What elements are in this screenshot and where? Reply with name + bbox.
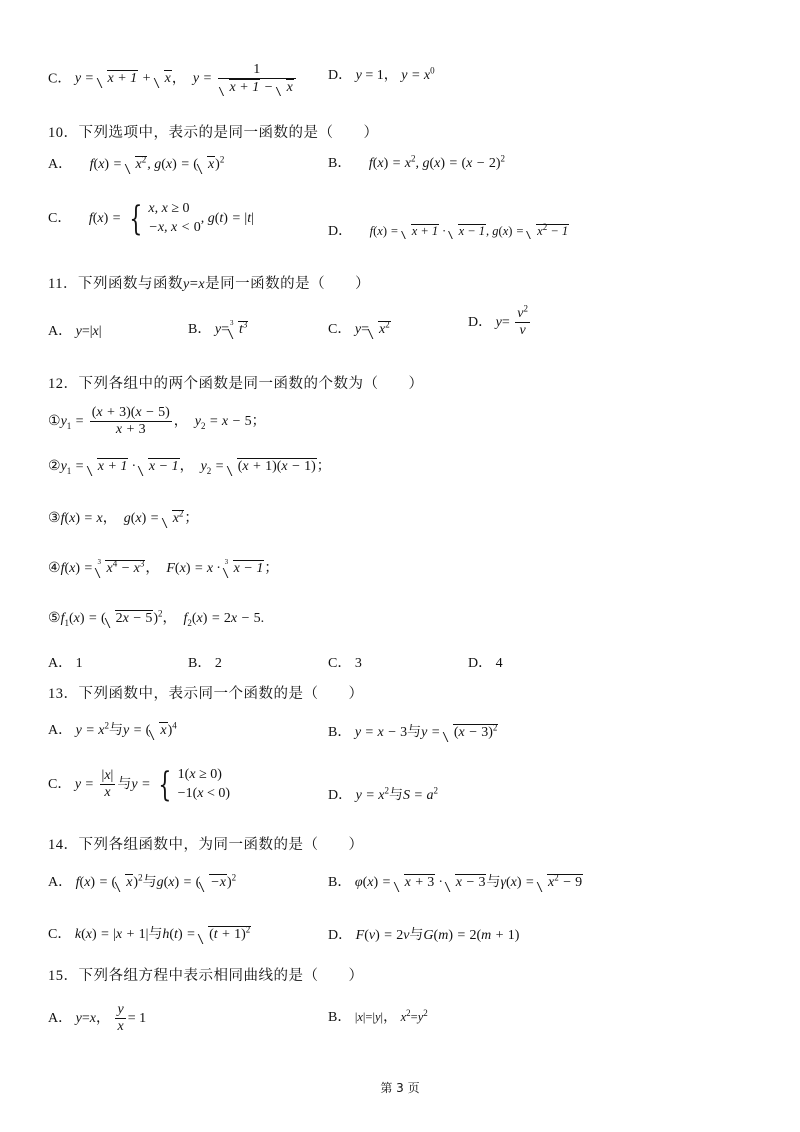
math-expression: $y_2 = (x + 1)(x - 1)$ (200, 459, 316, 476)
q12-item-5: $⑤f_1(x)$ = ( 2x − 5)$^2$， $f_2(x) = 2x - 5$. (48, 608, 265, 628)
option-label: C． (48, 71, 72, 87)
q15-stem: 15．下列各组方程中表示相同曲线的是（ ） (48, 968, 364, 984)
q10-option-a: A． $f(x) = x^2$, g(x) = ( x)$^2$ (48, 154, 225, 172)
math-expression: y=x (75, 1010, 96, 1026)
q14-option-a: A． f(x) = ( x)$^2$与g(x) = ( −x)$^2$ (48, 872, 237, 890)
q11-option-b: B． y= 3 $t^3$ (188, 319, 248, 337)
math-expression: |x|=|y| (354, 1010, 384, 1024)
q12-option-b: B． 2 (188, 656, 222, 671)
math-expression: $y_1 = x + 1 \cdot x - 1$ (60, 459, 179, 476)
math-expression: $g(x) = x^2$ (123, 508, 184, 526)
math-expression: $x^2=y^2$ (400, 1007, 428, 1024)
q10-option-d: D． f(x) = x + 1 · x − 1, $g(x) = x^2 - 1$ (328, 221, 569, 239)
math-expression: y = x − 3 (354, 725, 408, 740)
math-expression: $y = x^2$ (355, 785, 389, 803)
math-expression: $f_1(x)$ = ( 2x − 5)$^2$ (60, 608, 163, 628)
math-expression: y = x + 1 + x (74, 71, 171, 87)
q11-option-d: D． y= $\frac{v^2}{v}$ (468, 306, 532, 339)
math-expression: $y_2 = x - 5$ (194, 413, 252, 431)
math-expression: $f_2(x) = 2x - 5$ (183, 611, 261, 628)
math-expression: $h(t) = (t + 1)^2$ (162, 924, 251, 942)
q13-stem: 13．下列函数中，表示同一个函数的是（ ） (48, 686, 364, 702)
math-expression: g(x) = ( −x)$^2$ (156, 872, 237, 890)
q11-option-c: C． $y= x^2$ (328, 319, 390, 337)
math-expression: f(x) = 3 $x^4 - x^3$ (60, 558, 145, 576)
q10-stem: 10．下列选项中，表示的是同一函数的是（ ） (48, 125, 379, 141)
math-expression: k(x) = |x + 1| (74, 927, 149, 942)
math-expression: $f(x) = x^2$, $g(x) = (x - 2)^2$ (368, 153, 505, 171)
math-expression: f(x) = x (60, 511, 103, 526)
q15-option-b: B． |x|=|y|， $x^2=y^2$ (328, 1007, 428, 1025)
q9-option-c: C． y = x + 1 + x， y = $\frac{1}{x + 1 - x}$ (48, 62, 298, 96)
math-expression: y= 3 $t^3$ (214, 319, 248, 337)
math-expression: F(v) = 2v (355, 928, 410, 943)
math-expression: y=|x| (75, 324, 102, 339)
math-expression: $\frac{y}{x}$ = 1 (117, 1002, 147, 1035)
math-expression: y = { 1(x ≥ 0) −1(x < 0) (131, 764, 231, 805)
math-expression: f(x) = ( x)$^2$ (75, 872, 143, 890)
q12-item-4: ④f(x) = 3 $x^4 - x^3$， F(x) = x · 3 x − 1； (48, 558, 279, 576)
math-expression: $y = x^0$ (401, 65, 435, 83)
q10-option-c: C． f(x) = { x, x ≥ 0 −x, x < 0 , g(t) = |t| (48, 198, 254, 239)
q14-option-b: B． φ(x) = x + 3 · x − 3与$\gamma(x) = x^2 - 9$ (328, 872, 583, 890)
math-expression: y = ( x)$^4$ (123, 720, 177, 738)
q12-option-a: A． 1 (48, 656, 83, 671)
q12-item-2: $②y_1 = x + 1 \cdot x - 1$， $y_2 = (x + 1)(x - 1)$； (48, 459, 331, 476)
math-expression: $y = x^2$ (75, 720, 109, 738)
q9-option-d: D． y = 1， $y = x^0$ (328, 65, 435, 83)
q12-stem: 12．下列各组中的两个函数是同一函数的个数为（ ） (48, 376, 424, 392)
q11-stem: 11．下列函数与函数y=x是同一函数的是（ ） (48, 276, 371, 292)
q13-option-c: C． y = $\frac{|x|}{x}$ 与y = { 1(x ≥ 0) −1(x < 0) (48, 764, 231, 805)
q15-option-a: A． y=x， $\frac{y}{x}$ = 1 (48, 1002, 147, 1035)
q14-option-c: C． k(x) = |x + 1|与$h(t) = (t + 1)^2$ (48, 924, 251, 942)
q14-stem: 14．下列各组函数中，为同一函数的是（ ） (48, 837, 364, 853)
math-expression: $\gamma(x) = x^2 - 9$ (500, 872, 583, 890)
q14-option-d: D． F(v) = 2v与G(m) = 2(m + 1) (328, 928, 520, 943)
math-expression: f(x) = { x, x ≥ 0 −x, x < 0 , g(t) = |t| (88, 198, 254, 239)
q11-option-a: A． y=|x| (48, 324, 102, 339)
math-expression: φ(x) = x + 3 · x − 3 (354, 875, 486, 890)
page-number: 第 3 页 (380, 1081, 420, 1095)
q10-option-b: B． $f(x) = x^2$, $g(x) = (x - 2)^2$ (328, 153, 505, 171)
q12-item-3: ③f(x) = x， $g(x) = x^2$； (48, 508, 199, 526)
q12-option-c: C． 3 (328, 656, 362, 671)
math-expression: $y_1$ = $\frac{(x + 3)(x - 5)}{x + 3}$ (60, 405, 170, 438)
q13-option-b: B． y = x − 3与$y = (x - 3)^2$ (328, 722, 498, 740)
q12-item-1: $①y_1$ = $\frac{(x + 3)(x - 5)}{x + 3}$ ， $y_2 = x - 5$； (48, 405, 266, 438)
math-expression: $f(x) = x^2$, g(x) = ( x)$^2$ (89, 154, 225, 172)
q13-option-d: D． $y = x^2$与$S = a^2$ (328, 785, 438, 803)
math-expression: y= $\frac{v^2}{v}$ (495, 303, 528, 339)
math-expression: f(x) = x + 1 · x − 1, $g(x) = x^2 - 1$ (369, 221, 569, 238)
math-expression: $S = a^2$ (403, 785, 438, 803)
q13-option-a: A． $y = x^2$与y = ( x)$^4$ (48, 720, 177, 738)
math-expression: $y= x^2$ (354, 319, 390, 337)
math-expression: G(m) = 2(m + 1) (423, 928, 520, 943)
math-expression: F(x) = x · 3 x − 1 (166, 558, 264, 576)
math-expression: y = $\frac{|x|}{x}$ (74, 768, 114, 801)
math-expression: y = 1 (355, 68, 384, 83)
q12-option-d: D． 4 (468, 656, 503, 671)
math-expression: y = $\frac{1}{x + 1 - x}$ (193, 71, 298, 86)
math-expression: $y = (x - 3)^2$ (421, 722, 498, 740)
